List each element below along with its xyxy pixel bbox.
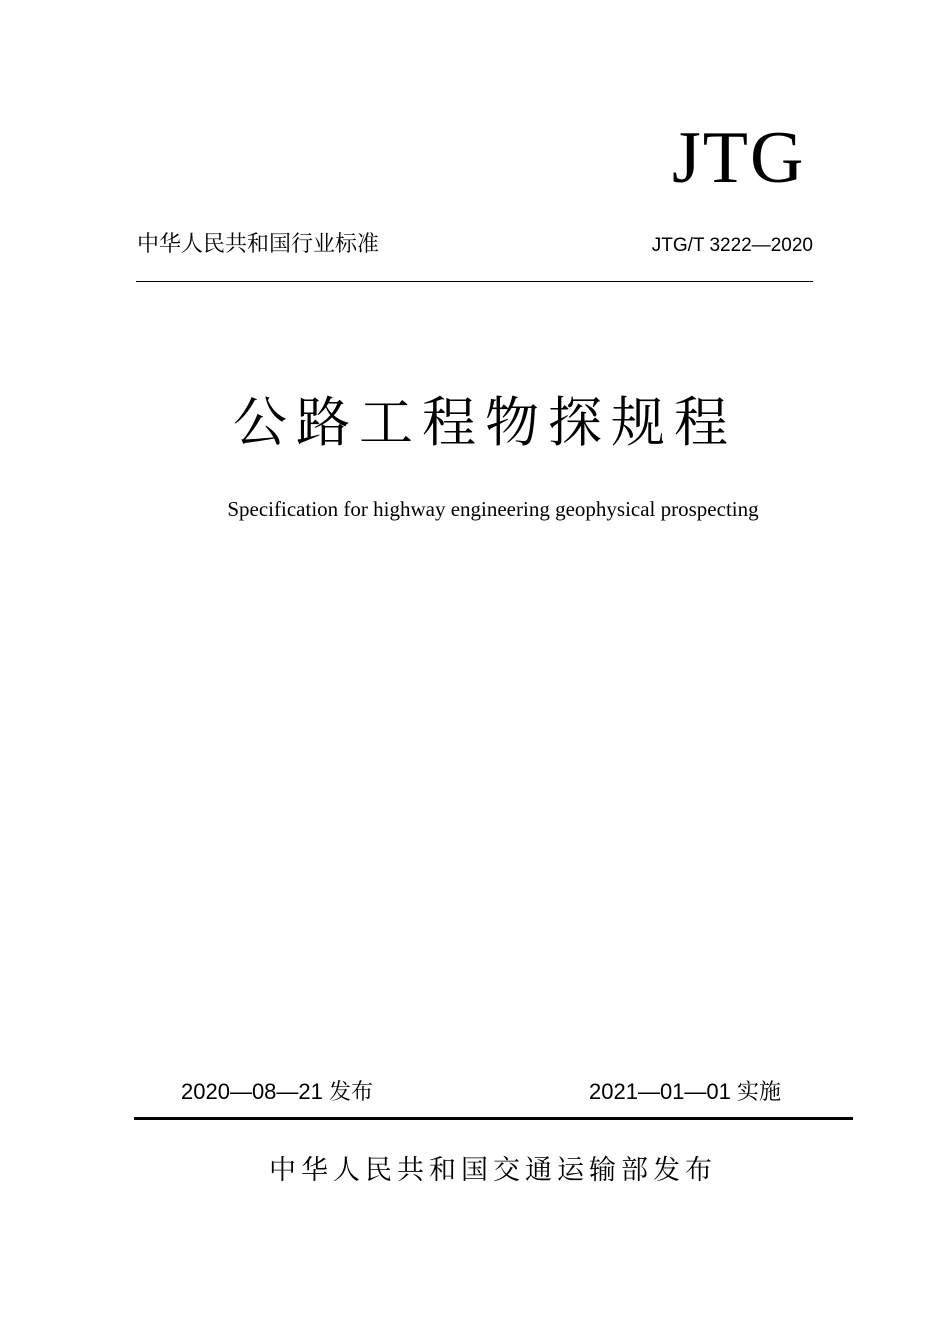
document-title-chinese: 公路工程物探规程	[233, 391, 737, 454]
jtg-mark: JTG	[672, 117, 806, 199]
issue-date: 2020—08—21 发布	[181, 1079, 373, 1104]
standard-category: 中华人民共和国行业标准	[137, 232, 380, 257]
footer-divider	[134, 1117, 853, 1120]
document-title-english: Specification for highway engineering geophysical prospecting	[227, 497, 759, 521]
effective-date: 2021—01—01 实施	[589, 1079, 781, 1104]
publisher: 中华人民共和国交通运输部发布	[269, 1155, 717, 1186]
standard-number: JTG/T 3222—2020	[651, 235, 813, 256]
header-divider	[136, 281, 813, 282]
